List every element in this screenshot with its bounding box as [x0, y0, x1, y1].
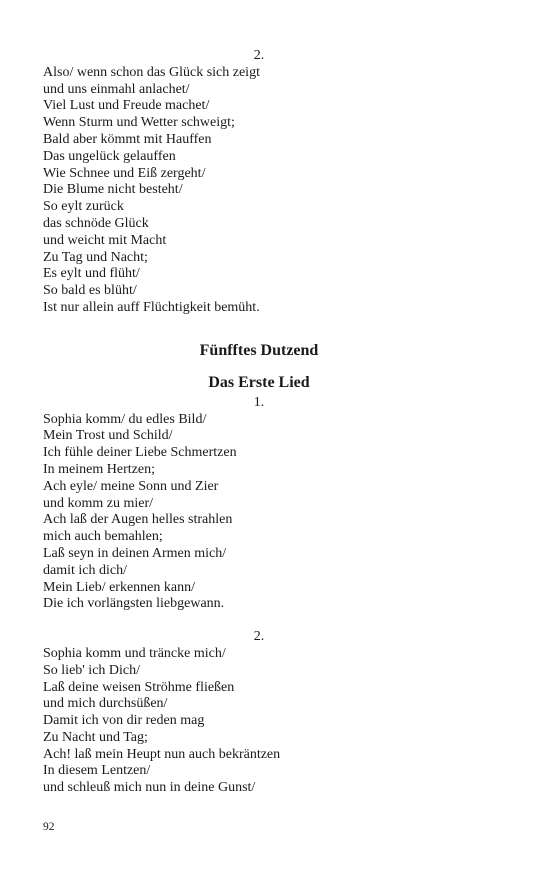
verse-line: Wie Schnee und Eiß zergeht/: [43, 165, 206, 181]
verse-line: So eylt zurück: [43, 199, 124, 215]
song-title: Das Erste Lied: [208, 373, 310, 391]
verse-line: damit ich dich/: [43, 562, 127, 578]
verse-line: Ach! laß mein Heupt nun auch bekräntzen: [43, 746, 281, 762]
verse-line: das schnöde Glück: [43, 215, 149, 231]
verse-line: und uns einmahl anlachet/: [43, 81, 190, 97]
verse-line: Sophia komm/ du edles Bild/: [43, 411, 207, 427]
verse-line: So bald es blüht/: [43, 283, 137, 299]
verse-line: und komm zu mier/: [43, 495, 154, 511]
verse-line: Laß seyn in deinen Armen mich/: [43, 545, 227, 561]
verse-line: So lieb' ich Dich/: [43, 662, 141, 678]
verse-line: Zu Nacht und Tag;: [43, 729, 148, 745]
verse-line: und mich durchsüßen/: [43, 696, 168, 712]
stanza-2: [43, 629, 475, 797]
stanza-number: 1.: [253, 394, 265, 410]
verse-line: Laß deine weisen Ströhme fließen: [43, 679, 235, 695]
verse-line: Die ich vorlängsten liebgewann.: [43, 596, 225, 612]
verse-line: Bald aber kömmt mit Hauffen: [43, 131, 212, 147]
verse-line: Ich fühle deiner Liebe Schmertzen: [43, 445, 237, 461]
stanza-number: 2.: [253, 629, 265, 645]
verse-line: Sophia komm und träncke mich/: [43, 645, 226, 661]
verse-line: und schleuß mich nun in deine Gunst/: [43, 780, 256, 796]
section-heading: Fünfftes Dutzend: [199, 341, 319, 359]
verse-line: Zu Tag und Nacht;: [43, 249, 148, 265]
page-body: [43, 48, 475, 797]
stanza-number: 2.: [253, 48, 265, 63]
verse-line: Mein Lieb/ erkennen kann/: [43, 579, 196, 595]
verse-line: mich auch bemahlen;: [43, 529, 163, 545]
verse-line: Das ungelück gelauffen: [43, 148, 176, 164]
verse-line: Die Blume nicht besteht/: [43, 182, 183, 198]
verse-line: In meinem Hertzen;: [43, 461, 155, 477]
verse-line: Ach laß der Augen helles strahlen: [43, 512, 233, 528]
verse-line: Also/ wenn schon das Glück sich zeigt: [43, 64, 260, 80]
verse-line: Damit ich von dir reden mag: [43, 713, 205, 729]
verse-line: In diesem Lentzen/: [43, 763, 151, 779]
verse-line: Ach eyle/ meine Sonn und Zier: [43, 478, 219, 494]
verse-line: Es eylt und flüht/: [43, 266, 140, 282]
verse-line: Viel Lust und Freude machet/: [43, 98, 210, 114]
verse-line: Mein Trost und Schild/: [43, 428, 173, 444]
verse-line: Wenn Sturm und Wetter schweigt;: [43, 115, 235, 131]
stanza-1: [43, 395, 475, 613]
stanza-previous-2: [43, 48, 475, 317]
verse-line: und weicht mit Macht: [43, 232, 167, 248]
verse-line: Ist nur allein auff Flüchtigkeit bemüht.: [43, 299, 260, 315]
page-number: 92: [43, 821, 55, 833]
